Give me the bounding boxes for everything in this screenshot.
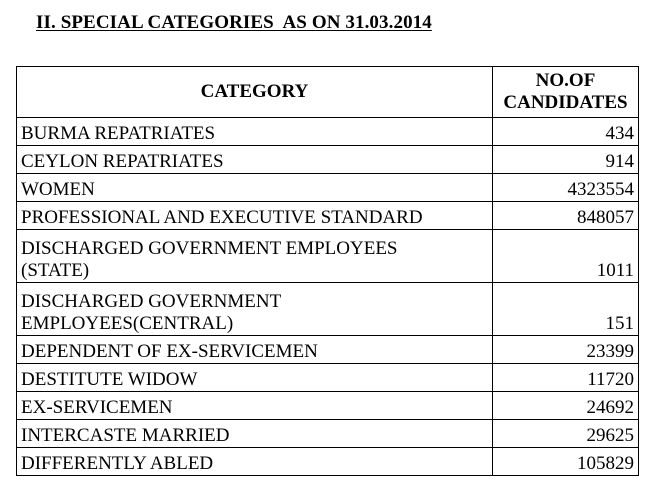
- table-row: [17, 336, 639, 364]
- table-row: [17, 420, 639, 448]
- header-no-of-candidates: NO.OF CANDIDATES: [493, 67, 639, 118]
- row-count: 105829: [493, 448, 639, 476]
- row-category: BURMA REPATRIATES: [17, 118, 493, 146]
- row-category: INTERCASTE MARRIED: [17, 420, 493, 448]
- row-category: EX-SERVICEMEN: [17, 392, 493, 420]
- row-category: CEYLON REPATRIATES: [17, 146, 493, 174]
- special-categories-table: [16, 66, 639, 476]
- row-count: 4323554: [493, 174, 639, 202]
- table-row: [17, 202, 639, 230]
- page-title: II. SPECIAL CATEGORIES AS ON 31.03.2014: [36, 12, 432, 33]
- row-count: 11720: [493, 364, 639, 392]
- row-category: DEPENDENT OF EX-SERVICEMEN: [17, 336, 493, 364]
- row-category: DISCHARGED GOVERNMENT EMPLOYEES (STATE): [17, 230, 493, 283]
- table-row: [17, 364, 639, 392]
- row-category: WOMEN: [17, 174, 493, 202]
- header-category: CATEGORY: [17, 67, 493, 118]
- row-count: 23399: [493, 336, 639, 364]
- table-row: [17, 174, 639, 202]
- table-header-row: [17, 67, 639, 118]
- row-category: DIFFERENTLY ABLED: [17, 448, 493, 476]
- row-count: 914: [493, 146, 639, 174]
- row-count: 24692: [493, 392, 639, 420]
- table-row: [17, 448, 639, 476]
- row-category: PROFESSIONAL AND EXECUTIVE STANDARD: [17, 202, 493, 230]
- row-count: 434: [493, 118, 639, 146]
- row-category: DISCHARGED GOVERNMENT EMPLOYEES(CENTRAL): [17, 283, 493, 336]
- table-row: [17, 146, 639, 174]
- row-category: DESTITUTE WIDOW: [17, 364, 493, 392]
- row-count: 1011: [493, 230, 639, 283]
- table-row: [17, 392, 639, 420]
- table-row: [17, 230, 639, 283]
- row-count: 848057: [493, 202, 639, 230]
- row-count: 29625: [493, 420, 639, 448]
- row-count: 151: [493, 283, 639, 336]
- table-row: [17, 283, 639, 336]
- table-row: [17, 118, 639, 146]
